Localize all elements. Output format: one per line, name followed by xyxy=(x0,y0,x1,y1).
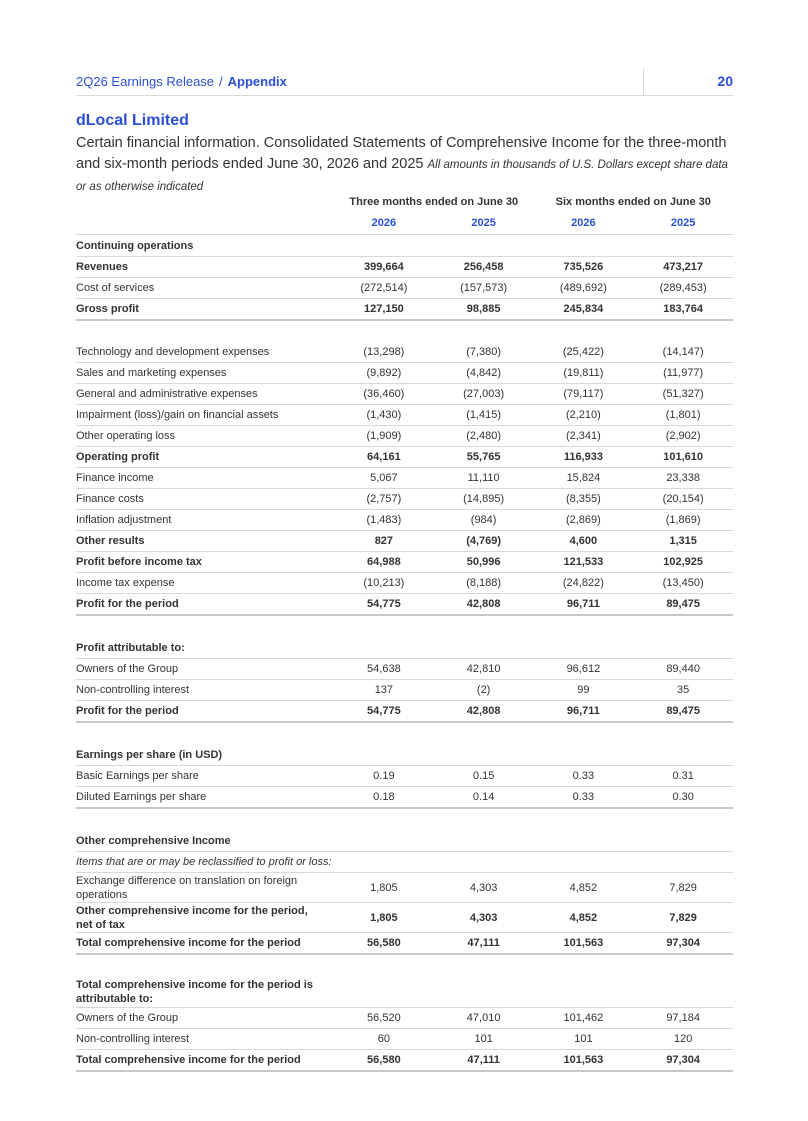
spacer-row xyxy=(76,615,733,637)
row-value: 35 xyxy=(633,680,733,701)
row-value: 0.33 xyxy=(534,766,634,787)
row-value xyxy=(534,744,634,766)
row-value xyxy=(434,235,534,257)
row-value: 96,612 xyxy=(534,659,634,680)
row-value: (13,298) xyxy=(334,342,434,363)
row-value: 101 xyxy=(534,1029,634,1050)
period-header-row xyxy=(76,192,733,212)
row-value xyxy=(633,976,733,1008)
table-row xyxy=(76,1050,733,1072)
row-value xyxy=(434,808,534,830)
table-row xyxy=(76,1008,733,1029)
row-value: (25,422) xyxy=(534,342,634,363)
row-value: 60 xyxy=(334,1029,434,1050)
row-value: 42,808 xyxy=(434,594,534,616)
row-label: Technology and development expenses xyxy=(76,342,334,363)
row-value xyxy=(534,852,634,873)
row-label: Finance income xyxy=(76,468,334,489)
row-value xyxy=(334,615,434,637)
row-value: 735,526 xyxy=(534,257,634,278)
table-row xyxy=(76,787,733,809)
row-value: 120 xyxy=(633,1029,733,1050)
row-value: 0.14 xyxy=(434,787,534,809)
row-label: Other operating loss xyxy=(76,426,334,447)
section-row xyxy=(76,235,733,257)
row-value: 5,067 xyxy=(334,468,434,489)
row-value xyxy=(633,830,733,852)
row-value: 1,805 xyxy=(334,873,434,903)
row-value xyxy=(334,976,434,1008)
row-value: (2,902) xyxy=(633,426,733,447)
row-value: 56,580 xyxy=(334,933,434,955)
statement-title xyxy=(76,133,736,198)
row-label: Revenues xyxy=(76,257,334,278)
row-value: 245,834 xyxy=(534,299,634,321)
year-h-2025: 2025 xyxy=(633,212,733,235)
row-value: 98,885 xyxy=(434,299,534,321)
row-value: 0.30 xyxy=(633,787,733,809)
row-value xyxy=(633,235,733,257)
row-label xyxy=(76,615,334,637)
row-value: (14,147) xyxy=(633,342,733,363)
year-q-2026: 2026 xyxy=(334,212,434,235)
row-label: Basic Earnings per share xyxy=(76,766,334,787)
release-label: 2Q26 Earnings Release xyxy=(76,74,215,89)
row-value: (36,460) xyxy=(334,384,434,405)
row-value xyxy=(534,830,634,852)
row-label: Profit for the period xyxy=(76,594,334,616)
row-label: Inflation adjustment xyxy=(76,510,334,531)
spacer-row xyxy=(76,954,733,976)
row-value xyxy=(434,615,534,637)
row-value: (2,757) xyxy=(334,489,434,510)
breadcrumb xyxy=(76,74,287,89)
row-value: 0.19 xyxy=(334,766,434,787)
row-value xyxy=(534,637,634,659)
table-row xyxy=(76,552,733,573)
row-value xyxy=(334,235,434,257)
row-value xyxy=(534,320,634,342)
row-label: Owners of the Group xyxy=(76,1008,334,1029)
row-value xyxy=(534,615,634,637)
table-row xyxy=(76,1029,733,1050)
row-value xyxy=(633,808,733,830)
breadcrumb-separator: / xyxy=(219,74,223,89)
row-value: 64,988 xyxy=(334,552,434,573)
row-value: 1,315 xyxy=(633,531,733,552)
row-label: Operating profit xyxy=(76,447,334,468)
row-label: Finance costs xyxy=(76,489,334,510)
row-value: 89,440 xyxy=(633,659,733,680)
row-value xyxy=(633,615,733,637)
row-value: 23,338 xyxy=(633,468,733,489)
section-row xyxy=(76,830,733,852)
row-value xyxy=(434,830,534,852)
row-value: (1,909) xyxy=(334,426,434,447)
row-value: 56,520 xyxy=(334,1008,434,1029)
table-row xyxy=(76,299,733,321)
row-value: 4,600 xyxy=(534,531,634,552)
row-value xyxy=(434,320,534,342)
row-value: 4,852 xyxy=(534,903,634,933)
table-row xyxy=(76,384,733,405)
row-value: 399,664 xyxy=(334,257,434,278)
row-value: (51,327) xyxy=(633,384,733,405)
row-label: Continuing operations xyxy=(76,235,334,257)
row-value xyxy=(434,637,534,659)
table-row xyxy=(76,852,733,873)
row-value xyxy=(633,722,733,744)
row-label: Total comprehensive income for the period is attributable to: xyxy=(76,976,334,1008)
row-value: 0.33 xyxy=(534,787,634,809)
row-value: 97,304 xyxy=(633,1050,733,1072)
table-row xyxy=(76,933,733,955)
spacer-row xyxy=(76,320,733,342)
table-row xyxy=(76,510,733,531)
table-row xyxy=(76,363,733,384)
row-value: (272,514) xyxy=(334,278,434,299)
row-value xyxy=(434,852,534,873)
section-row xyxy=(76,744,733,766)
row-label xyxy=(76,320,334,342)
statement-title-text: Certain financial information. Consolidated Statements of Comprehensive Income for the three-month and six-month periods ended June 30, 2026 and 2025 xyxy=(76,135,727,172)
company-name: dLocal Limited xyxy=(76,112,189,129)
period-header-empty xyxy=(76,192,334,212)
row-value: 7,829 xyxy=(633,903,733,933)
section-row xyxy=(76,637,733,659)
row-value: (2,210) xyxy=(534,405,634,426)
row-label: Other comprehensive income for the period, net of tax xyxy=(76,903,334,933)
year-h-2026: 2026 xyxy=(534,212,634,235)
row-value: 183,764 xyxy=(633,299,733,321)
row-value xyxy=(334,830,434,852)
header-divider xyxy=(643,68,644,95)
row-label: Items that are or may be reclassified to profit or loss: xyxy=(76,852,334,873)
table-row xyxy=(76,447,733,468)
row-value: 1,805 xyxy=(334,903,434,933)
row-value: (1,415) xyxy=(434,405,534,426)
row-value xyxy=(334,808,434,830)
row-value: (2) xyxy=(434,680,534,701)
row-value: (8,188) xyxy=(434,573,534,594)
row-value: 4,303 xyxy=(434,903,534,933)
row-value: 4,303 xyxy=(434,873,534,903)
row-label: Non-controlling interest xyxy=(76,680,334,701)
row-value xyxy=(434,744,534,766)
table-row xyxy=(76,701,733,723)
row-value: 50,996 xyxy=(434,552,534,573)
row-value: 101,563 xyxy=(534,1050,634,1072)
row-value: 256,458 xyxy=(434,257,534,278)
row-label xyxy=(76,954,334,976)
row-value xyxy=(633,954,733,976)
table-row xyxy=(76,468,733,489)
row-value: 0.31 xyxy=(633,766,733,787)
row-value: (289,453) xyxy=(633,278,733,299)
row-label: Other results xyxy=(76,531,334,552)
row-label: Profit attributable to: xyxy=(76,637,334,659)
row-value: 96,711 xyxy=(534,594,634,616)
row-value: 54,775 xyxy=(334,701,434,723)
row-value: (984) xyxy=(434,510,534,531)
table-row xyxy=(76,873,733,903)
row-label: Diluted Earnings per share xyxy=(76,787,334,809)
row-value xyxy=(534,954,634,976)
row-value xyxy=(534,976,634,1008)
row-value: 55,765 xyxy=(434,447,534,468)
row-value: (489,692) xyxy=(534,278,634,299)
row-value xyxy=(434,722,534,744)
row-value: (4,769) xyxy=(434,531,534,552)
table-row xyxy=(76,489,733,510)
row-value: 89,475 xyxy=(633,701,733,723)
row-value: (2,341) xyxy=(534,426,634,447)
row-label: Total comprehensive income for the period xyxy=(76,1050,334,1072)
row-value: 101,462 xyxy=(534,1008,634,1029)
row-value: 96,711 xyxy=(534,701,634,723)
table-row xyxy=(76,426,733,447)
row-label: General and administrative expenses xyxy=(76,384,334,405)
row-value: 64,161 xyxy=(334,447,434,468)
row-label: Total comprehensive income for the period xyxy=(76,933,334,955)
row-value: (157,573) xyxy=(434,278,534,299)
row-value: 116,933 xyxy=(534,447,634,468)
row-value: (7,380) xyxy=(434,342,534,363)
row-label: Earnings per share (in USD) xyxy=(76,744,334,766)
row-value: (79,117) xyxy=(534,384,634,405)
row-value: 473,217 xyxy=(633,257,733,278)
row-value: 137 xyxy=(334,680,434,701)
row-value: (2,480) xyxy=(434,426,534,447)
row-value: (11,977) xyxy=(633,363,733,384)
row-value: (4,842) xyxy=(434,363,534,384)
row-value: (1,483) xyxy=(334,510,434,531)
income-statement-table xyxy=(76,192,733,1072)
row-value: 89,475 xyxy=(633,594,733,616)
row-label: Profit before income tax xyxy=(76,552,334,573)
row-value xyxy=(334,744,434,766)
table-body xyxy=(76,192,733,1071)
row-value: 99 xyxy=(534,680,634,701)
row-value: (19,811) xyxy=(534,363,634,384)
row-value: (24,822) xyxy=(534,573,634,594)
table-row xyxy=(76,278,733,299)
table-row xyxy=(76,766,733,787)
row-value: (1,801) xyxy=(633,405,733,426)
row-value xyxy=(434,976,534,1008)
row-value: 97,304 xyxy=(633,933,733,955)
row-value xyxy=(633,320,733,342)
row-value: 0.18 xyxy=(334,787,434,809)
row-label: Exchange difference on translation on foreign operations xyxy=(76,873,334,903)
statement-note: All amounts in thousands of U.S. Dollars except share data or as otherwise indicated xyxy=(76,159,728,193)
row-value: 101 xyxy=(434,1029,534,1050)
row-value: 54,775 xyxy=(334,594,434,616)
row-label: Profit for the period xyxy=(76,701,334,723)
period-six-months: Six months ended on June 30 xyxy=(555,196,711,208)
year-header-empty xyxy=(76,212,334,235)
year-q-2025: 2025 xyxy=(434,212,534,235)
row-label: Income tax expense xyxy=(76,573,334,594)
row-value: 42,810 xyxy=(434,659,534,680)
row-value xyxy=(334,722,434,744)
row-label: Gross profit xyxy=(76,299,334,321)
row-value xyxy=(633,637,733,659)
row-value: 47,111 xyxy=(434,933,534,955)
row-value: (20,154) xyxy=(633,489,733,510)
row-value: (8,355) xyxy=(534,489,634,510)
row-value xyxy=(534,808,634,830)
row-value: 4,852 xyxy=(534,873,634,903)
row-value xyxy=(434,954,534,976)
row-label: Sales and marketing expenses xyxy=(76,363,334,384)
row-value: 42,808 xyxy=(434,701,534,723)
row-value xyxy=(334,954,434,976)
row-value xyxy=(633,852,733,873)
table-row xyxy=(76,342,733,363)
section-label: Appendix xyxy=(227,74,287,89)
row-value xyxy=(334,637,434,659)
row-label xyxy=(76,722,334,744)
row-value: 11,110 xyxy=(434,468,534,489)
period-three-months: Three months ended on June 30 xyxy=(349,196,519,208)
row-value: 15,824 xyxy=(534,468,634,489)
table-row xyxy=(76,659,733,680)
row-value: 827 xyxy=(334,531,434,552)
row-value: (27,003) xyxy=(434,384,534,405)
row-value: 121,533 xyxy=(534,552,634,573)
row-label: Impairment (loss)/gain on financial assets xyxy=(76,405,334,426)
table-row xyxy=(76,680,733,701)
row-value xyxy=(534,235,634,257)
row-label: Owners of the Group xyxy=(76,659,334,680)
row-label: Non-controlling interest xyxy=(76,1029,334,1050)
page-header xyxy=(76,68,733,96)
row-value: 101,610 xyxy=(633,447,733,468)
section-row xyxy=(76,976,733,1008)
row-label xyxy=(76,808,334,830)
row-value: 56,580 xyxy=(334,1050,434,1072)
row-value xyxy=(334,852,434,873)
row-value: 97,184 xyxy=(633,1008,733,1029)
table-row xyxy=(76,594,733,616)
year-header-row xyxy=(76,212,733,235)
table-row xyxy=(76,903,733,933)
row-value: 47,111 xyxy=(434,1050,534,1072)
row-value: (10,213) xyxy=(334,573,434,594)
row-value xyxy=(534,722,634,744)
row-value: (1,869) xyxy=(633,510,733,531)
row-value: 54,638 xyxy=(334,659,434,680)
table-row xyxy=(76,257,733,278)
table-row xyxy=(76,573,733,594)
row-value: (9,892) xyxy=(334,363,434,384)
row-value: (14,895) xyxy=(434,489,534,510)
row-value: 0.15 xyxy=(434,766,534,787)
row-label: Cost of services xyxy=(76,278,334,299)
spacer-row xyxy=(76,808,733,830)
row-value: (2,869) xyxy=(534,510,634,531)
row-value: (1,430) xyxy=(334,405,434,426)
row-value: 47,010 xyxy=(434,1008,534,1029)
row-value: 101,563 xyxy=(534,933,634,955)
row-value: (13,450) xyxy=(633,573,733,594)
table-row xyxy=(76,405,733,426)
row-label: Other comprehensive Income xyxy=(76,830,334,852)
page-number: 20 xyxy=(717,73,733,89)
row-value xyxy=(633,744,733,766)
row-value: 102,925 xyxy=(633,552,733,573)
row-value: 7,829 xyxy=(633,873,733,903)
row-value: 127,150 xyxy=(334,299,434,321)
row-value xyxy=(334,320,434,342)
spacer-row xyxy=(76,722,733,744)
table-row xyxy=(76,531,733,552)
